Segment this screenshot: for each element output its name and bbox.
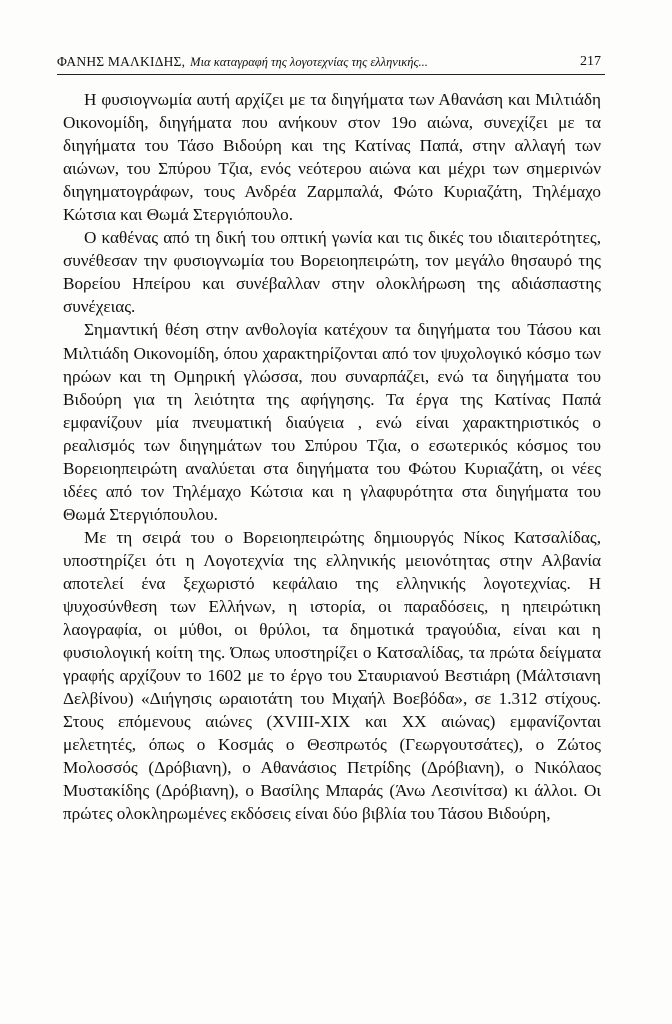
- running-header: [57, 52, 605, 72]
- paragraph: Η φυσιογνωμία αυτή αρχίζει με τα διηγήματα των Αθανάση και Μιλτιάδη Οικονομίδη, διηγήματα που ανήκουν στον 19ο αιώνα, συνεχίζει με τα διηγήματα του Τάσο Βιδούρη και της Κατίνας Παπά, στην αλλαγή των αιώνων, του Σπύρου Τζια, ενός νεότερου αιώνα και μέχρι των σημερινών διηγηματογράφων, τους Ανδρέα Ζαρμπαλά, Φώτο Κυριαζάτη, Τηλέμαχο Κώτσια και Θωμά Στεργιόπουλο.: [63, 90, 601, 225]
- paragraph: Με τη σειρά του ο Βορειοηπειρώτης δημιουργός Νίκος Κατσαλίδας, υποστηρίζει ότι η Λογοτεχνία της ελληνικής μειονότητας στην Αλβανία αποτελεί ένα ξεχωριστό κεφάλαιο της ελληνικής λογοτεχνίας. Η ψυχοσύνθεση των Ελλήνων, η ιστορία, οι παραδόσεις, η ηπειρώτικη λαογραφία, οι μύθοι, οι θρύλοι, τα δημοτικά τραγούδια, είναι και η φυσιολογική κοίτη της. Όπως υποστηρίζει ο Κατσαλίδας, τα πρώτα δείγματα γραφής αρχίζουν το 1602 με το έργο του Σταυριανού Βεστιάρη (Μάλτσιανη Δελβίνου) «Διήγησις ωραιοτάτη του Μιχαήλ Βοεβόδα», σε 1.312 στίχους. Στους επόμενους αιώνες (XVIII-XIX και XX αιώνας) εμφανίζονται μελετητές, όπως ο Κοσμάς ο Θεσπρωτός (Γεωργουτσάτες), ο Ζώτος Μολοσσός (Δρόβιανη), ο Αθανάσιος Πετρίδης (Δρόβιανη), ο Νικόλαος Μυστακίδης (Δρόβιανη), ο Βασίλης Μπαράς (Άνω Λεσινίτσα) κι άλλοι. Οι πρώτες ολοκληρωμένες εκδόσεις είναι δύο βιβλία του Τάσου Βιδούρη,: [63, 527, 601, 824]
- page-number: 217: [580, 54, 601, 69]
- paragraph: Σημαντική θέση στην ανθολογία κατέχουν τα διηγήματα του Τάσου και Μιλτιάδη Οικονομίδη, όπου χαρακτηρίζονται από τον ψυχολογικό κόσμο των ηρώων και τη Ομηρική γλώσσα, που συναρπάζει, ενώ τα διηγήματα του Βιδούρη για τη λειότητα της αφήγησης. Τα έργα της Κατίνας Παπά εμφανίζουν μία πνευματική διαύγεια , ενώ είναι χαρακτηριστικός ο ρεαλισμός των διηγημάτων του Σπύρου Τζια, ο εσωτερικός κόσμος του Βορειοηπειρώτη αναλύεται στα διηγήματα του Φώτου Κυριαζάτη, οι νέες ιδέες από τον Τηλέμαχο Κώτσια και η γλαφυρότητα στα διηγήματα του Θωμά Στεργιόπουλου.: [63, 320, 601, 524]
- running-header-author: ΦΑΝΗΣ ΜΑΛΚΙΔΗΣ,: [57, 54, 186, 69]
- body-text: [63, 88, 601, 826]
- header-rule: [57, 74, 605, 75]
- paragraph: Ο καθένας από τη δική του οπτική γωνία και τις δικές του ιδιαιτερότητες, συνέθεσαν την φυσιογνωμία του Βορειοηπειρώτη, τον μεγάλο θησαυρό της Βορείου Ηπείρου και συνέβαλλαν στην ολοκλήρωση της αδιάσπαστης συνέχειας.: [63, 228, 601, 317]
- running-header-title: Μια καταγραφή της λογοτεχνίας της ελληνικής...: [190, 55, 428, 69]
